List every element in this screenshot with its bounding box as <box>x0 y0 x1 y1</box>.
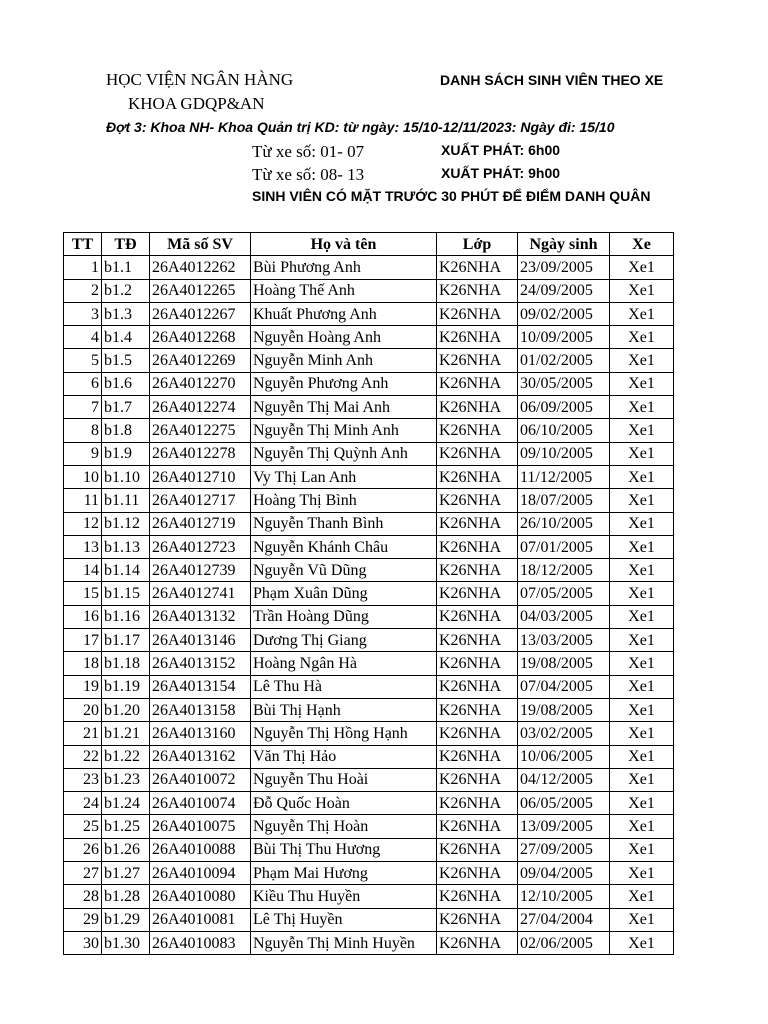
group-code: b1.29 <box>102 908 150 931</box>
departure-time-first: XUẤT PHÁT: 6h00 <box>441 142 561 158</box>
bus-number: Xe1 <box>610 815 674 838</box>
row-number: 18 <box>64 652 102 675</box>
table-row <box>64 838 674 861</box>
bus-number: Xe1 <box>610 768 674 791</box>
bus-number: Xe1 <box>610 326 674 349</box>
student-name: Phạm Mai Hương <box>251 862 437 885</box>
table-row <box>64 535 674 558</box>
departure-time-second: XUẤT PHÁT: 9h00 <box>441 165 561 181</box>
class-code: K26NHA <box>437 931 518 954</box>
bus-number: Xe1 <box>610 652 674 675</box>
column-header-bus: Xe <box>610 233 674 256</box>
student-name: Vy Thị Lan Anh <box>251 465 437 488</box>
table-row <box>64 629 674 652</box>
row-number: 30 <box>64 931 102 954</box>
student-id: 26A4013146 <box>150 629 251 652</box>
row-number: 27 <box>64 862 102 885</box>
table-row <box>64 862 674 885</box>
table-row <box>64 605 674 628</box>
class-code: K26NHA <box>437 885 518 908</box>
group-code: b1.6 <box>102 372 150 395</box>
student-name: Nguyễn Minh Anh <box>251 349 437 372</box>
bus-range-second: Từ xe số: 08- 13 <box>252 165 365 184</box>
row-number: 5 <box>64 349 102 372</box>
bus-number: Xe1 <box>610 862 674 885</box>
bus-number: Xe1 <box>610 465 674 488</box>
birth-date: 18/12/2005 <box>518 559 610 582</box>
group-code: b1.27 <box>102 862 150 885</box>
group-code: b1.25 <box>102 815 150 838</box>
column-header-birth-date: Ngày sinh <box>518 233 610 256</box>
class-code: K26NHA <box>437 396 518 419</box>
attendance-notice: SINH VIÊN CÓ MẶT TRƯỚC 30 PHÚT ĐỂ ĐIỂM DANH QUÂN <box>252 188 651 204</box>
bus-number: Xe1 <box>610 442 674 465</box>
table-row <box>64 279 674 302</box>
student-id: 26A4010074 <box>150 792 251 815</box>
bus-number: Xe1 <box>610 675 674 698</box>
group-code: b1.18 <box>102 652 150 675</box>
class-code: K26NHA <box>437 605 518 628</box>
birth-date: 06/05/2005 <box>518 792 610 815</box>
table-row <box>64 396 674 419</box>
group-code: b1.15 <box>102 582 150 605</box>
group-code: b1.3 <box>102 302 150 325</box>
group-code: b1.28 <box>102 885 150 908</box>
class-code: K26NHA <box>437 838 518 861</box>
student-name: Nguyễn Thị Minh Huyền <box>251 931 437 954</box>
student-id: 26A4012265 <box>150 279 251 302</box>
student-name: Phạm Xuân Dũng <box>251 582 437 605</box>
student-name: Nguyễn Thị Mai Anh <box>251 396 437 419</box>
student-name: Nguyễn Vũ Dũng <box>251 559 437 582</box>
student-name: Nguyễn Thị Quỳnh Anh <box>251 442 437 465</box>
birth-date: 04/12/2005 <box>518 768 610 791</box>
student-name: Nguyễn Thu Hoài <box>251 768 437 791</box>
birth-date: 13/09/2005 <box>518 815 610 838</box>
student-name: Văn Thị Hảo <box>251 745 437 768</box>
row-number: 22 <box>64 745 102 768</box>
bus-number: Xe1 <box>610 396 674 419</box>
table-row <box>64 745 674 768</box>
row-number: 17 <box>64 629 102 652</box>
student-name: Bùi Thị Thu Hương <box>251 838 437 861</box>
student-name: Nguyễn Thị Hồng Hạnh <box>251 722 437 745</box>
student-id: 26A4010094 <box>150 862 251 885</box>
birth-date: 24/09/2005 <box>518 279 610 302</box>
birth-date: 13/03/2005 <box>518 629 610 652</box>
student-id: 26A4012739 <box>150 559 251 582</box>
bus-number: Xe1 <box>610 908 674 931</box>
student-id: 26A4012269 <box>150 349 251 372</box>
bus-number: Xe1 <box>610 372 674 395</box>
class-code: K26NHA <box>437 326 518 349</box>
row-number: 23 <box>64 768 102 791</box>
row-number: 21 <box>64 722 102 745</box>
student-name: Hoàng Thị Bình <box>251 489 437 512</box>
student-id: 26A4012262 <box>150 256 251 279</box>
group-code: b1.7 <box>102 396 150 419</box>
student-id: 26A4013158 <box>150 698 251 721</box>
group-code: b1.2 <box>102 279 150 302</box>
table-row <box>64 885 674 908</box>
row-number: 25 <box>64 815 102 838</box>
bus-number: Xe1 <box>610 838 674 861</box>
table-row <box>64 722 674 745</box>
department-name: KHOA GDQP&AN <box>128 94 265 113</box>
row-number: 6 <box>64 372 102 395</box>
row-number: 3 <box>64 302 102 325</box>
table-row <box>64 768 674 791</box>
birth-date: 09/04/2005 <box>518 862 610 885</box>
student-name: Bùi Thị Hạnh <box>251 698 437 721</box>
column-header-tt: TT <box>64 233 102 256</box>
table-row <box>64 372 674 395</box>
table-row <box>64 582 674 605</box>
student-name: Nguyễn Thị Hoàn <box>251 815 437 838</box>
bus-number: Xe1 <box>610 792 674 815</box>
bus-number: Xe1 <box>610 629 674 652</box>
table-row <box>64 349 674 372</box>
batch-info: Đợt 3: Khoa NH- Khoa Quản trị KD: từ ngày: 15/10-12/11/2023: Ngày đi: 15/10 <box>106 119 615 135</box>
table-row <box>64 652 674 675</box>
group-code: b1.14 <box>102 559 150 582</box>
class-code: K26NHA <box>437 792 518 815</box>
column-header-td: TĐ <box>102 233 150 256</box>
class-code: K26NHA <box>437 675 518 698</box>
row-number: 16 <box>64 605 102 628</box>
row-number: 10 <box>64 465 102 488</box>
row-number: 1 <box>64 256 102 279</box>
student-id: 26A4010080 <box>150 885 251 908</box>
student-id: 26A4010072 <box>150 768 251 791</box>
student-id: 26A4010075 <box>150 815 251 838</box>
row-number: 28 <box>64 885 102 908</box>
class-code: K26NHA <box>437 512 518 535</box>
student-name: Hoàng Ngân Hà <box>251 652 437 675</box>
bus-number: Xe1 <box>610 698 674 721</box>
table-row <box>64 675 674 698</box>
student-name: Dương Thị Giang <box>251 629 437 652</box>
class-code: K26NHA <box>437 372 518 395</box>
table-row <box>64 698 674 721</box>
birth-date: 07/05/2005 <box>518 582 610 605</box>
birth-date: 19/08/2005 <box>518 652 610 675</box>
class-code: K26NHA <box>437 535 518 558</box>
class-code: K26NHA <box>437 722 518 745</box>
student-name: Hoàng Thế Anh <box>251 279 437 302</box>
class-code: K26NHA <box>437 815 518 838</box>
student-id: 26A4012275 <box>150 419 251 442</box>
student-id: 26A4010088 <box>150 838 251 861</box>
bus-number: Xe1 <box>610 419 674 442</box>
bus-number: Xe1 <box>610 349 674 372</box>
student-name: Trần Hoàng Dũng <box>251 605 437 628</box>
bus-number: Xe1 <box>610 279 674 302</box>
class-code: K26NHA <box>437 698 518 721</box>
class-code: K26NHA <box>437 256 518 279</box>
table-row <box>64 792 674 815</box>
birth-date: 06/10/2005 <box>518 419 610 442</box>
document-title: DANH SÁCH SINH VIÊN THEO XE <box>440 72 664 88</box>
class-code: K26NHA <box>437 419 518 442</box>
row-number: 14 <box>64 559 102 582</box>
table-row <box>64 256 674 279</box>
birth-date: 07/04/2005 <box>518 675 610 698</box>
student-id: 26A4013160 <box>150 722 251 745</box>
class-code: K26NHA <box>437 745 518 768</box>
birth-date: 27/04/2004 <box>518 908 610 931</box>
group-code: b1.24 <box>102 792 150 815</box>
class-code: K26NHA <box>437 279 518 302</box>
group-code: b1.8 <box>102 419 150 442</box>
group-code: b1.23 <box>102 768 150 791</box>
birth-date: 09/02/2005 <box>518 302 610 325</box>
birth-date: 04/03/2005 <box>518 605 610 628</box>
student-name: Bùi Phương Anh <box>251 256 437 279</box>
group-code: b1.9 <box>102 442 150 465</box>
table-row <box>64 908 674 931</box>
student-name: Kiều Thu Huyền <box>251 885 437 908</box>
student-name: Nguyễn Phương Anh <box>251 372 437 395</box>
birth-date: 18/07/2005 <box>518 489 610 512</box>
bus-number: Xe1 <box>610 559 674 582</box>
student-id: 26A4012741 <box>150 582 251 605</box>
table-row <box>64 815 674 838</box>
birth-date: 19/08/2005 <box>518 698 610 721</box>
student-id: 26A4012274 <box>150 396 251 419</box>
group-code: b1.4 <box>102 326 150 349</box>
table-row <box>64 931 674 954</box>
group-code: b1.19 <box>102 675 150 698</box>
table-row <box>64 489 674 512</box>
class-code: K26NHA <box>437 582 518 605</box>
student-id: 26A4013162 <box>150 745 251 768</box>
group-code: b1.5 <box>102 349 150 372</box>
row-number: 26 <box>64 838 102 861</box>
birth-date: 02/06/2005 <box>518 931 610 954</box>
student-id: 26A4010081 <box>150 908 251 931</box>
student-name: Nguyễn Hoàng Anh <box>251 326 437 349</box>
group-code: b1.26 <box>102 838 150 861</box>
row-number: 12 <box>64 512 102 535</box>
birth-date: 11/12/2005 <box>518 465 610 488</box>
student-id: 26A4012719 <box>150 512 251 535</box>
table-row <box>64 302 674 325</box>
student-id: 26A4012267 <box>150 302 251 325</box>
bus-range-first: Từ xe số: 01- 07 <box>252 142 365 161</box>
group-code: b1.17 <box>102 629 150 652</box>
birth-date: 12/10/2005 <box>518 885 610 908</box>
student-name: Nguyễn Thanh Bình <box>251 512 437 535</box>
bus-number: Xe1 <box>610 722 674 745</box>
bus-number: Xe1 <box>610 745 674 768</box>
row-number: 11 <box>64 489 102 512</box>
bus-number: Xe1 <box>610 535 674 558</box>
group-code: b1.13 <box>102 535 150 558</box>
group-code: b1.22 <box>102 745 150 768</box>
column-header-class: Lớp <box>437 233 518 256</box>
row-number: 20 <box>64 698 102 721</box>
class-code: K26NHA <box>437 489 518 512</box>
bus-number: Xe1 <box>610 302 674 325</box>
group-code: b1.10 <box>102 465 150 488</box>
birth-date: 01/02/2005 <box>518 349 610 372</box>
class-code: K26NHA <box>437 349 518 372</box>
birth-date: 10/06/2005 <box>518 745 610 768</box>
row-number: 29 <box>64 908 102 931</box>
student-name: Lê Thu Hà <box>251 675 437 698</box>
table-row <box>64 419 674 442</box>
birth-date: 09/10/2005 <box>518 442 610 465</box>
student-id: 26A4012268 <box>150 326 251 349</box>
class-code: K26NHA <box>437 465 518 488</box>
bus-number: Xe1 <box>610 605 674 628</box>
row-number: 8 <box>64 419 102 442</box>
group-code: b1.20 <box>102 698 150 721</box>
student-id: 26A4013152 <box>150 652 251 675</box>
column-header-student-id: Mã số SV <box>150 233 251 256</box>
student-name: Nguyễn Thị Minh Anh <box>251 419 437 442</box>
student-id: 26A4013132 <box>150 605 251 628</box>
bus-number: Xe1 <box>610 582 674 605</box>
student-id: 26A4010083 <box>150 931 251 954</box>
table-body <box>64 256 674 955</box>
student-name: Lê Thị Huyền <box>251 908 437 931</box>
bus-number: Xe1 <box>610 931 674 954</box>
birth-date: 06/09/2005 <box>518 396 610 419</box>
birth-date: 23/09/2005 <box>518 256 610 279</box>
birth-date: 10/09/2005 <box>518 326 610 349</box>
group-code: b1.12 <box>102 512 150 535</box>
bus-number: Xe1 <box>610 489 674 512</box>
birth-date: 03/02/2005 <box>518 722 610 745</box>
institution-name: HỌC VIỆN NGÂN HÀNG <box>106 70 294 89</box>
student-id: 26A4012278 <box>150 442 251 465</box>
row-number: 9 <box>64 442 102 465</box>
birth-date: 26/10/2005 <box>518 512 610 535</box>
student-id: 26A4012710 <box>150 465 251 488</box>
table-header-row <box>64 233 674 256</box>
row-number: 4 <box>64 326 102 349</box>
student-id: 26A4012270 <box>150 372 251 395</box>
bus-number: Xe1 <box>610 885 674 908</box>
birth-date: 07/01/2005 <box>518 535 610 558</box>
class-code: K26NHA <box>437 629 518 652</box>
student-name: Nguyễn Khánh Châu <box>251 535 437 558</box>
group-code: b1.1 <box>102 256 150 279</box>
bus-number: Xe1 <box>610 256 674 279</box>
group-code: b1.21 <box>102 722 150 745</box>
student-id: 26A4013154 <box>150 675 251 698</box>
column-header-full-name: Họ và tên <box>251 233 437 256</box>
student-name: Khuất Phương Anh <box>251 302 437 325</box>
bus-number: Xe1 <box>610 512 674 535</box>
student-name: Đỗ Quốc Hoàn <box>251 792 437 815</box>
table-row <box>64 442 674 465</box>
group-code: b1.30 <box>102 931 150 954</box>
birth-date: 27/09/2005 <box>518 838 610 861</box>
row-number: 19 <box>64 675 102 698</box>
row-number: 2 <box>64 279 102 302</box>
class-code: K26NHA <box>437 302 518 325</box>
group-code: b1.11 <box>102 489 150 512</box>
row-number: 15 <box>64 582 102 605</box>
class-code: K26NHA <box>437 442 518 465</box>
class-code: K26NHA <box>437 768 518 791</box>
row-number: 24 <box>64 792 102 815</box>
table-row <box>64 559 674 582</box>
row-number: 13 <box>64 535 102 558</box>
row-number: 7 <box>64 396 102 419</box>
student-list-table <box>63 232 674 955</box>
table-row <box>64 465 674 488</box>
group-code: b1.16 <box>102 605 150 628</box>
class-code: K26NHA <box>437 908 518 931</box>
student-id: 26A4012723 <box>150 535 251 558</box>
class-code: K26NHA <box>437 652 518 675</box>
class-code: K26NHA <box>437 862 518 885</box>
student-id: 26A4012717 <box>150 489 251 512</box>
birth-date: 30/05/2005 <box>518 372 610 395</box>
table-row <box>64 512 674 535</box>
class-code: K26NHA <box>437 559 518 582</box>
table-row <box>64 326 674 349</box>
